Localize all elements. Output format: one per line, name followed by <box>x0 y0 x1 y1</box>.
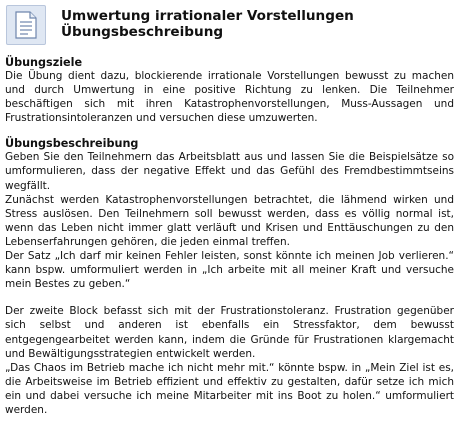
document-body <box>5 56 454 417</box>
beschreibung-paragraph: „Das Chaos im Betrieb mache ich nicht mehr mit.“ könnte bspw. in „Mein Ziel ist es, die Arbeitsweise im Betrieb effizient und effektiv zu gestalten, dafür setze ich mich ein und dabei versuche ich meine Mitarbeiter mit ins Boot zu holen.“ umformuliert werden. <box>5 361 454 416</box>
section-heading-ziele: Übungsziele <box>5 56 83 69</box>
beschreibung-paragraph: Der Satz „Ich darf mir keinen Fehler leisten, sonst könnte ich meinen Job verlieren.“ kann bspw. umformuliert werden in „Ich arbeite mit all meiner Kraft und versuche mein Bestes zu geben.“ <box>5 250 454 291</box>
document-icon <box>6 5 46 45</box>
beschreibung-paragraph: Geben Sie den Teilnehmern das Arbeitsblatt aus und lassen Sie die Beispielsätze so umformulieren, dass der negative Effekt und das Gefühl des Fremdbestimmtseins wegfällt. <box>5 151 454 192</box>
section-heading-beschreibung: Übungsbeschreibung <box>5 137 139 151</box>
header <box>6 5 456 45</box>
beschreibung-paragraph: Zunächst werden Katastrophenvorstellungen betrachtet, die lähmend wirken und Stress auslösen. Den Teilnehmern soll bewusst werden, dass es völlig normal ist, wenn das Leben nicht immer glatt verläuft und Krisen und Enttäuschungen zu den Lebenserfahrungen gehören, die jeden einmal treffen. <box>5 193 454 248</box>
title-line-1: Umwertung irrationaler Vorstellungen <box>61 8 354 24</box>
beschreibung-paragraph: Der zweite Block befasst sich mit der Frustrationstoleranz. Frustration gegenüber sich selbst und anderen ist ebenfalls ein Stressfaktor, dem bewusst entgegengearbeitet werden kann, indem die Gründe für Frustrationen klargemacht und Bewältigungsstrategien entwickelt werden. <box>5 305 454 360</box>
ziele-paragraph: Die Übung dient dazu, blockierende irrationale Vorstellungen bewusst zu machen und durch Umwertung in eine positive Richtung zu lenken. Die Teilnehmer beschäftigen sich mit ihren Katastrophenvorstellungen, Muss-Aussagen und Frustrationsintoleranzen und versuchen diese umzuwerten. <box>5 70 454 125</box>
title-line-2: Übungsbeschreibung <box>61 24 224 40</box>
page-title <box>61 8 354 40</box>
